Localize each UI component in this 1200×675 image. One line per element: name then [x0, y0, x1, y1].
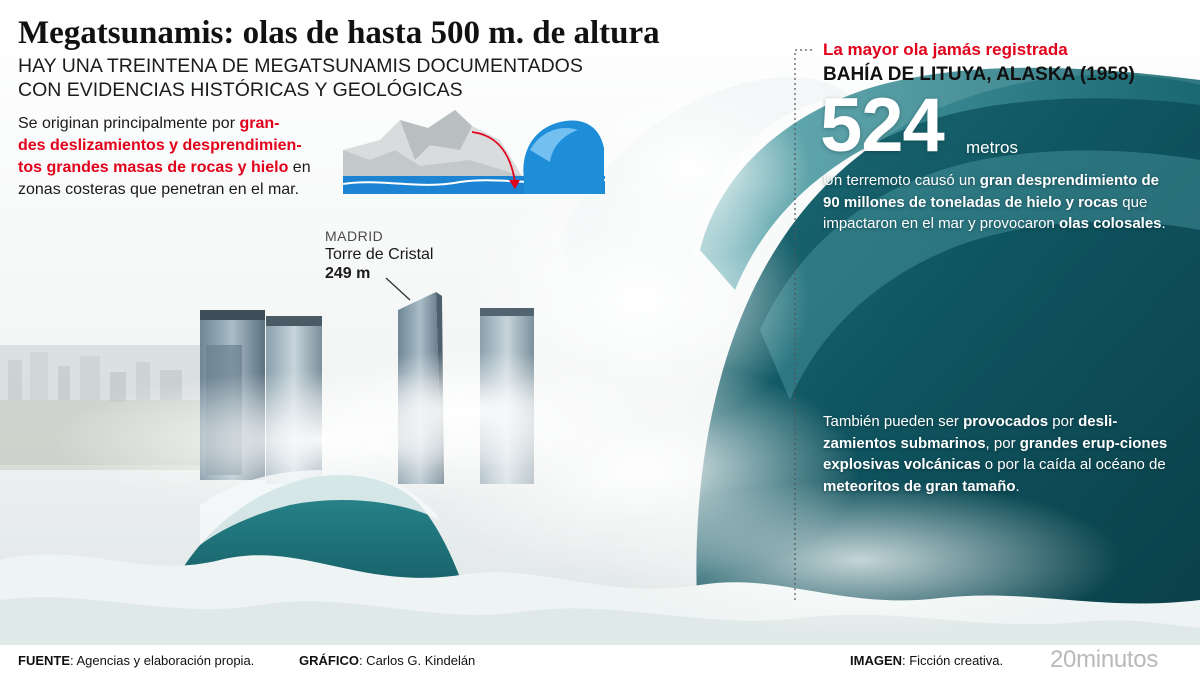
origin-highlight-2: des deslizamientos y desprendimien- [18, 137, 302, 154]
footer-source [18, 653, 254, 668]
subtitle-line-1: HAY UNA TREINTENA DE MEGATSUNAMIS DOCUMENTADOS [18, 55, 583, 77]
origin-outro: en zonas costeras que penetran en el mar. [18, 159, 311, 198]
causes-bold-4: meteoritos de gran tamaño [823, 477, 1016, 495]
footer-graphic-text: : Carlos G. Kindelán [358, 653, 476, 668]
causes-bold-2: desli-zamientos submarinos [823, 413, 1118, 452]
tower-name: Torre de Cristal [325, 246, 434, 263]
causes-text-2: por [1048, 413, 1079, 430]
footer-image-text: : Ficción creativa. [902, 653, 1004, 668]
madrid-tower-label [325, 228, 433, 284]
quake-bold-1: gran desprendimiento de 90 millones de toneladas de hielo y rocas [823, 172, 1159, 211]
origin-highlight-3: tos grandes masas de rocas y hielo [18, 159, 289, 176]
record-place: BAHÍA DE LITUYA, ALASKA (1958) [823, 64, 1135, 85]
quake-text-3: . [1161, 215, 1166, 232]
causes-text-3: , por [985, 434, 1020, 452]
record-height-value: 524 [820, 83, 944, 168]
page-subtitle [18, 54, 658, 102]
record-height-unit: metros [966, 138, 1018, 157]
causes-text-1: También pueden ser [823, 413, 964, 430]
causes-bold-3: grandes erup-ciones explosivas volcánicas [823, 434, 1168, 473]
causes-bold-1: provocados [963, 413, 1049, 430]
origin-highlight-1: gran- [239, 115, 280, 132]
quake-bold-2: olas colosales [1058, 215, 1162, 232]
tower-height: 249 m [325, 265, 371, 282]
origin-intro: Se originan principalmente por [18, 115, 240, 132]
causes-text-4: o por la caída al océano de [980, 456, 1166, 473]
record-label: La mayor ola jamás registrada [823, 40, 1068, 59]
subtitle-line-2: CON EVIDENCIAS HISTÓRICAS Y GEOLÓGICAS [18, 79, 463, 101]
footer-image-label: IMAGEN [850, 653, 902, 668]
quake-text-2: que impactaron en el mar y provocaron [823, 193, 1148, 232]
earthquake-paragraph [823, 170, 1178, 235]
quake-text-1: Un terremoto causó un [823, 172, 980, 189]
footer-source-label: FUENTE [18, 653, 70, 668]
brand-logo[interactable]: 20minutos [1050, 646, 1159, 673]
footer-graphic [299, 653, 475, 668]
footer [0, 645, 1200, 675]
footer-source-text: : Agencias y elaboración propia. [70, 653, 255, 668]
origin-paragraph [18, 113, 336, 201]
madrid-city: MADRID [325, 228, 384, 244]
footer-image [850, 653, 1003, 668]
other-causes-paragraph [823, 411, 1178, 497]
causes-text-5: . [1015, 477, 1020, 495]
page-title: Megatsunamis: olas de hasta 500 m. de altura [18, 15, 660, 51]
footer-graphic-label: GRÁFICO [299, 653, 359, 668]
